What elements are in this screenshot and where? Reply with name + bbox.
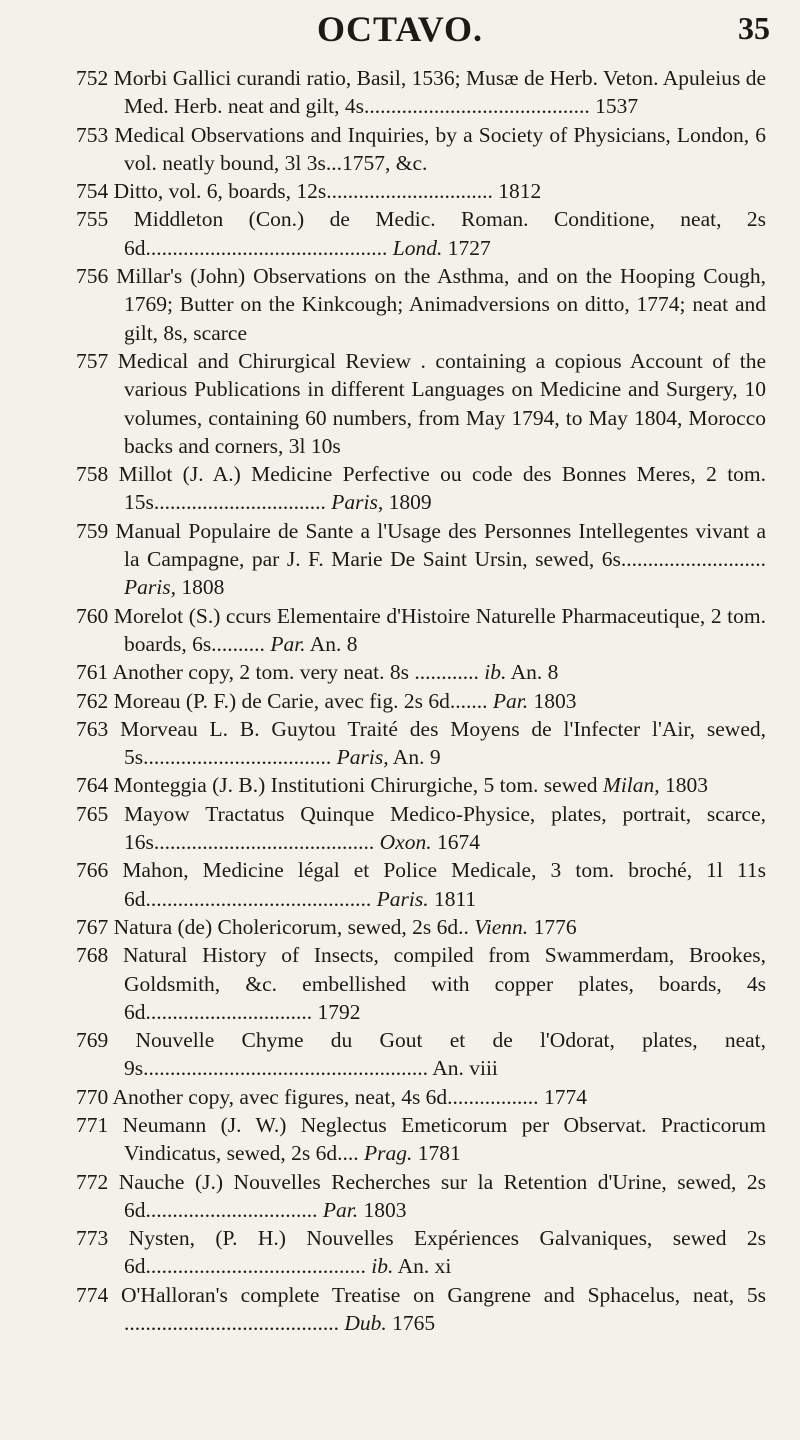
entry-number: 761 — [76, 660, 109, 685]
entry-date: An. 8 — [510, 660, 559, 685]
entry-place: Par. — [492, 688, 529, 713]
entry-date: 1781 — [417, 1141, 461, 1166]
entry-description: Natura (de) Cholericorum, sewed, 2s 6d.. — [113, 914, 469, 939]
catalogue-entry — [0, 1026, 800, 1083]
entry-number: 774 — [76, 1282, 109, 1307]
entry-number: 763 — [76, 716, 109, 741]
entry-number: 755 — [76, 207, 109, 232]
page-number: 35 — [738, 10, 770, 46]
entry-date: 1674 — [436, 830, 480, 855]
catalogue-entry — [0, 941, 800, 1026]
entry-description: Nouvelle Chyme du Gout et de l'Odorat, plates, neat, 9s..................................................... — [124, 1028, 767, 1081]
entry-date: 1727 — [447, 235, 491, 260]
catalogue-entry — [0, 1111, 800, 1168]
entry-place: Paris, — [124, 575, 176, 600]
entry-place: Paris, — [331, 490, 384, 515]
entry-place: Lond. — [392, 235, 443, 260]
entry-place: Par. — [270, 631, 306, 656]
entry-place: Oxon. — [379, 830, 432, 855]
entry-number: 766 — [76, 858, 109, 883]
catalogue-entry — [0, 715, 800, 772]
catalogue-entry — [0, 205, 800, 262]
catalogue-entry — [0, 347, 800, 460]
entry-description: Ditto, vol. 6, boards, 12s............................... — [113, 179, 493, 204]
entry-number: 756 — [76, 264, 109, 289]
catalogue-entry — [0, 687, 800, 715]
entry-description: Millot (J. A.) Medicine Perfective ou code des Bonnes Meres, 2 tom. 15s................................ — [118, 462, 767, 515]
entry-description: Monteggia (J. B.) Institutioni Chirurgiche, 5 tom. sewed — [113, 773, 598, 798]
entry-number: 773 — [76, 1226, 109, 1251]
entry-description: Millar's (John) Observations on the Asthma, and on the Hooping Cough, 1769; Butter on the Kinkcough; Animadversions on ditto, 1774; neat and gilt, 8s, scarce — [116, 264, 767, 345]
entry-number: 768 — [76, 943, 109, 968]
catalogue-entry — [0, 602, 800, 659]
catalogue-entry — [0, 913, 800, 941]
entry-date: 1537 — [595, 94, 639, 119]
catalogue-entry — [0, 262, 800, 347]
entry-place: Paris, — [336, 745, 389, 770]
entry-number: 765 — [76, 801, 109, 826]
entry-description: Another copy, avec figures, neat, 4s 6d................. — [112, 1084, 539, 1109]
entry-date: An. xi — [397, 1254, 452, 1279]
entry-description: Neumann (J. W.) Neglectus Emeticorum per Observat. Practicorum Vindicatus, sewed, 2s 6d.... — [122, 1112, 766, 1166]
entry-date: 1808 — [181, 575, 225, 600]
entry-description: Manual Populaire de Sante a l'Usage des Personnes Intellegentes vivant a la Campagne, par J. F. Marie De Saint Ursin, sewed, 6s........................... — [115, 518, 766, 572]
entry-number: 760 — [76, 603, 109, 628]
entry-date: 1776 — [533, 914, 577, 939]
catalogue-entry — [0, 460, 800, 517]
entry-description: Moreau (P. F.) de Carie, avec fig. 2s 6d....... — [113, 688, 488, 713]
running-title: OCTAVO. — [317, 9, 483, 49]
entry-description: Medical Observations and Inquiries, by a Society of Physicians, London, 6 vol. neatly bound, 3l 3s...1757, &c. — [114, 122, 766, 175]
catalogue-entry — [0, 1168, 800, 1225]
entry-number: 770 — [76, 1084, 109, 1109]
catalogue-entries — [0, 64, 800, 1337]
entry-place: Paris. — [376, 886, 429, 911]
catalogue-entry — [0, 856, 800, 913]
entry-number: 762 — [76, 688, 109, 713]
entry-date: An. 9 — [392, 745, 441, 770]
entry-number: 757 — [76, 348, 109, 373]
entry-description: Nysten, (P. H.) Nouvelles Expériences Galvaniques, sewed 2s 6d......................................... — [124, 1226, 766, 1279]
entry-place: Milan, — [602, 773, 660, 798]
entry-number: 771 — [76, 1112, 109, 1137]
entry-description: Medical and Chirurgical Review . containing a copious Account of the various Publications in different Languages on Medicine and Surgery, 10 volumes, containing 60 numbers, from May 1794, to May 1804, Morocco backs and corners, 3l 10s — [117, 348, 766, 458]
catalogue-entry — [0, 1224, 800, 1281]
catalogue-entry — [0, 800, 800, 857]
entry-place: Par. — [322, 1197, 359, 1222]
entry-description: Another copy, 2 tom. very neat. 8s ............ — [112, 660, 479, 685]
entry-date: 1803 — [533, 688, 577, 713]
entry-date: An. viii — [432, 1056, 498, 1081]
entry-date: 1812 — [498, 179, 542, 204]
entry-place: ib. — [371, 1254, 394, 1279]
entry-description: Nauche (J.) Nouvelles Recherches sur la Retention d'Urine, sewed, 2s 6d................................ — [118, 1169, 766, 1222]
entry-place: ib. — [484, 660, 507, 685]
entry-number: 754 — [76, 179, 109, 204]
entry-date: 1811 — [433, 886, 477, 911]
entry-description: Morelot (S.) ccurs Elementaire d'Histoire Naturelle Pharmaceutique, 2 tom. boards, 6s.......... — [113, 603, 766, 656]
entry-description: O'Halloran's complete Treatise on Gangrene and Sphacelus, neat, 5s ........................................ — [121, 1282, 766, 1336]
entry-number: 767 — [76, 914, 109, 939]
catalogue-entry — [0, 658, 800, 686]
entry-place: Vienn. — [474, 914, 529, 939]
entry-number: 772 — [76, 1169, 109, 1194]
entry-description: Mahon, Medicine légal et Police Medicale, 3 tom. broché, 1l 11s 6d.......................................... — [122, 858, 767, 911]
entry-date: 1803 — [665, 773, 709, 798]
catalogue-entry — [0, 121, 800, 178]
catalogue-entry — [0, 771, 800, 799]
entry-date: 1774 — [543, 1084, 587, 1109]
page-header — [0, 2, 800, 62]
entry-date: 1809 — [388, 490, 432, 515]
entry-description: Middleton (Con.) de Medic. Roman. Conditione, neat, 2s 6d............................................. — [124, 207, 767, 260]
entry-date: 1765 — [392, 1311, 436, 1336]
entry-description: Morbi Gallici curandi ratio, Basil, 1536; Musæ de Herb. Veton. Apuleius de Med. Herb. neat and gilt, 4s.......................................... — [113, 66, 767, 119]
catalogue-entry — [0, 177, 800, 205]
catalogue-entry — [0, 517, 800, 602]
entry-number: 752 — [76, 66, 109, 90]
entry-date: An. 8 — [309, 631, 358, 656]
entry-description: Morveau L. B. Guytou Traité des Moyens de l'Infecter l'Air, sewed, 5s................................... — [120, 716, 766, 770]
entry-date: 1792 — [317, 999, 361, 1024]
entry-description: Mayow Tractatus Quinque Medico-Physice, plates, portrait, scarce, 16s......................................... — [124, 801, 767, 855]
catalogue-entry — [0, 64, 800, 121]
entry-place: Prag. — [363, 1141, 413, 1166]
entry-number: 759 — [76, 518, 109, 543]
entry-date: 1803 — [363, 1197, 407, 1222]
entry-number: 758 — [76, 462, 109, 487]
entry-number: 764 — [76, 773, 109, 798]
entry-description: Natural History of Insects, compiled from Swammerdam, Brookes, Goldsmith, &c. embellished with copper plates, boards, 4s 6d............................... — [122, 943, 767, 1024]
catalogue-entry — [0, 1281, 800, 1338]
entry-number: 769 — [76, 1028, 109, 1053]
catalogue-entry — [0, 1083, 800, 1111]
entry-number: 753 — [76, 122, 109, 147]
entry-place: Dub. — [344, 1311, 387, 1336]
